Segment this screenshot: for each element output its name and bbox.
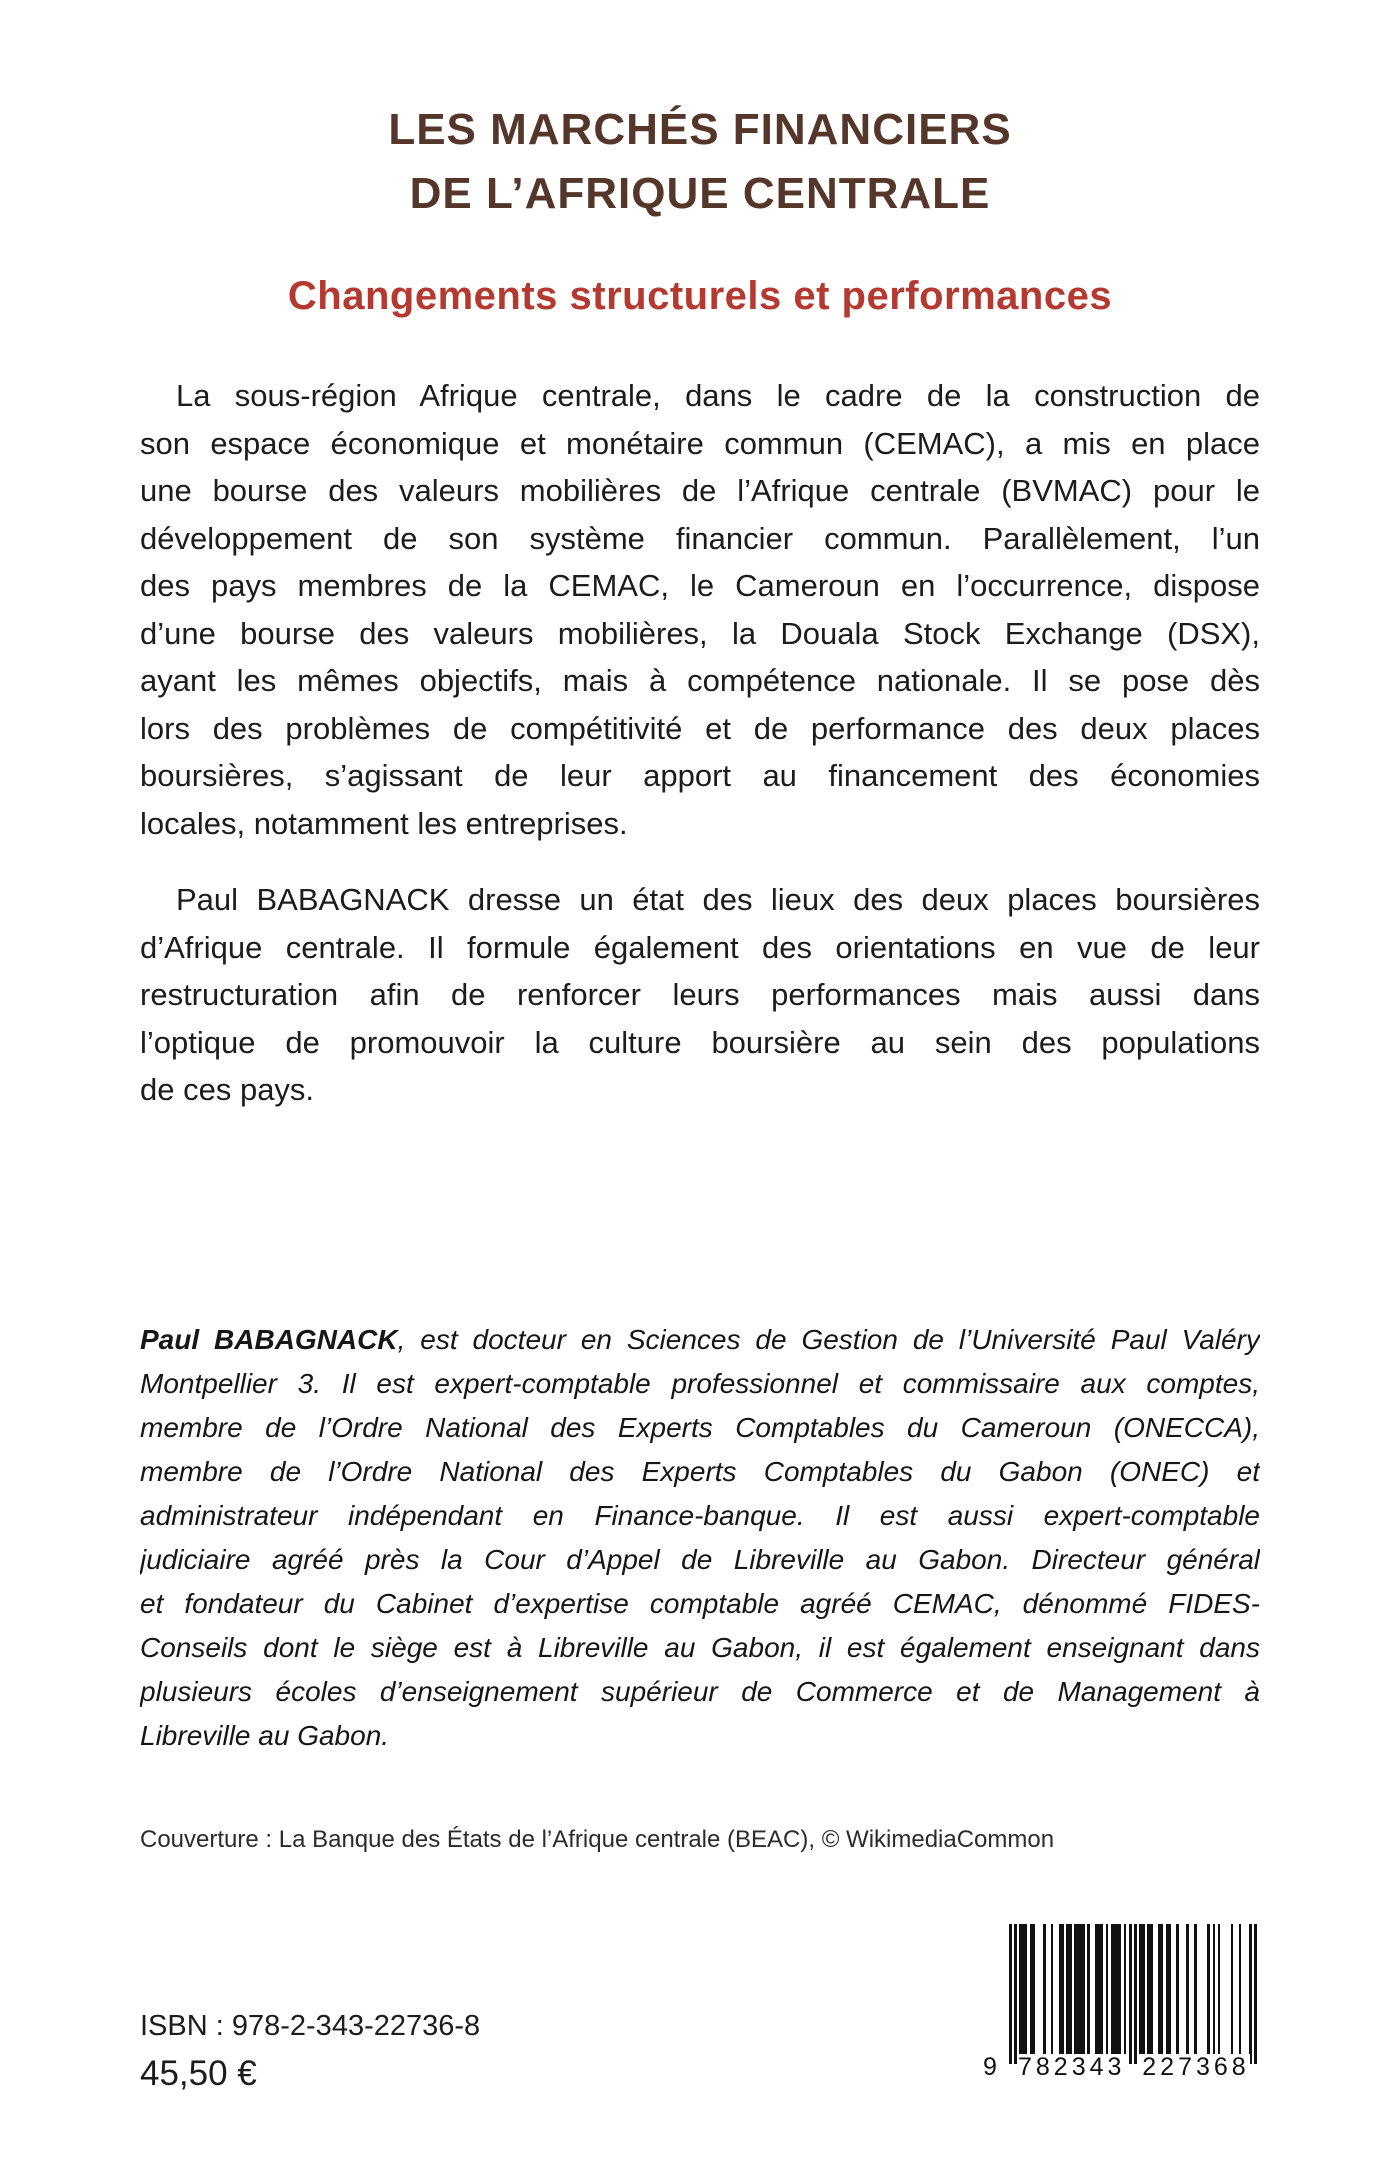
book-title-line1: LES MARCHÉS FINANCIERS bbox=[388, 105, 1012, 154]
text-line: une bourse des valeurs mobilières de l’Afrique centrale (BVMAC) pour le bbox=[140, 473, 1260, 508]
isbn-text: ISBN : 978-2-343-22736-8 bbox=[140, 2010, 481, 2042]
text-line: ayant les mêmes objectifs, mais à compétence nationale. Il se pose dès bbox=[140, 663, 1260, 698]
price-text: 45,50 € bbox=[140, 2054, 257, 2093]
book-title-line2: DE L’AFRIQUE CENTRALE bbox=[409, 169, 991, 218]
barcode-digits-group2: 227368 bbox=[1142, 2053, 1250, 2081]
text-line: des pays membres de la CEMAC, le Cameroun en l’occurrence, dispose bbox=[140, 568, 1260, 603]
barcode bbox=[983, 1924, 1258, 2084]
text-line: son espace économique et monétaire commun (CEMAC), a mis en place bbox=[140, 425, 1260, 461]
text-line: d’une bourse des valeurs mobilières, la Douala Stock Exchange (DSX), bbox=[140, 615, 1260, 651]
author-bio bbox=[140, 1318, 1260, 1758]
barcode-digits bbox=[983, 2053, 1258, 2081]
text-line: restructuration afin de renforcer leurs performances mais aussi dans bbox=[140, 977, 1260, 1012]
text-line: administrateur indépendant en Finance-banque. Il est aussi expert-comptable bbox=[140, 1500, 1260, 1531]
text-line: et fondateur du Cabinet d’expertise comptable agréé CEMAC, dénommé FIDES- bbox=[140, 1588, 1260, 1619]
barcode-digits-group1: 782343 bbox=[1018, 2053, 1126, 2081]
text-line: lors des problèmes de compétitivité et de performance des deux places bbox=[140, 710, 1260, 746]
text-line: membre de l’Ordre National des Experts Comptables du Gabon (ONEC) et bbox=[140, 1456, 1260, 1487]
text-line: Paul BABAGNACK dresse un état des lieux des deux places boursières bbox=[176, 882, 1260, 917]
text-line: Libreville au Gabon. bbox=[140, 1720, 390, 1751]
text-line: boursières, s’agissant de leur apport au financement des économies bbox=[140, 758, 1260, 793]
synopsis-paragraph-1 bbox=[140, 372, 1260, 847]
text-line: plusieurs écoles d’enseignement supérieur de Commerce et de Management à bbox=[140, 1676, 1260, 1707]
text-line: de ces pays. bbox=[140, 1072, 315, 1107]
text-line: développement de son système financier commun. Parallèlement, l’un bbox=[140, 520, 1260, 556]
text-line: locales, notamment les entreprises. bbox=[140, 805, 628, 841]
book-subtitle: Changements structurels et performances bbox=[287, 274, 1113, 318]
text-line: membre de l’Ordre National des Experts Comptables du Cameroun (ONECCA), bbox=[140, 1412, 1260, 1443]
book-title bbox=[0, 98, 1400, 226]
text-line: l’optique de promouvoir la culture boursière au sein des populations bbox=[140, 1024, 1260, 1060]
cover-credit: Couverture : La Banque des États de l’Afrique centrale (BEAC), © WikimediaCommon bbox=[140, 1826, 1055, 1853]
text-line: La sous-région Afrique centrale, dans le cadre de la construction de bbox=[176, 378, 1260, 413]
bio-lines bbox=[140, 1362, 1260, 1758]
synopsis-paragraph-2 bbox=[140, 876, 1260, 1114]
text-line: Conseils dont le siège est à Libreville au Gabon, il est également enseignant dans bbox=[140, 1632, 1260, 1663]
barcode-digit-lead: 9 bbox=[983, 2053, 997, 2081]
barcode-bars bbox=[1009, 1924, 1258, 2064]
text-line: d’Afrique centrale. Il formule également des orientations en vue de leur bbox=[140, 929, 1260, 965]
bio-first-line bbox=[140, 1318, 1260, 1362]
author-name: Paul BABAGNACK bbox=[140, 1324, 398, 1355]
barcode-bar bbox=[1254, 1924, 1257, 2064]
text-line: judiciaire agréé près la Cour d’Appel de Libreville au Gabon. Directeur général bbox=[140, 1544, 1260, 1575]
text-line: Montpellier 3. Il est expert-comptable professionnel et commissaire aux comptes, bbox=[140, 1368, 1260, 1399]
bio-first-line-rest: , est docteur en Sciences de Gestion de l’Université Paul Valéry bbox=[397, 1324, 1260, 1355]
